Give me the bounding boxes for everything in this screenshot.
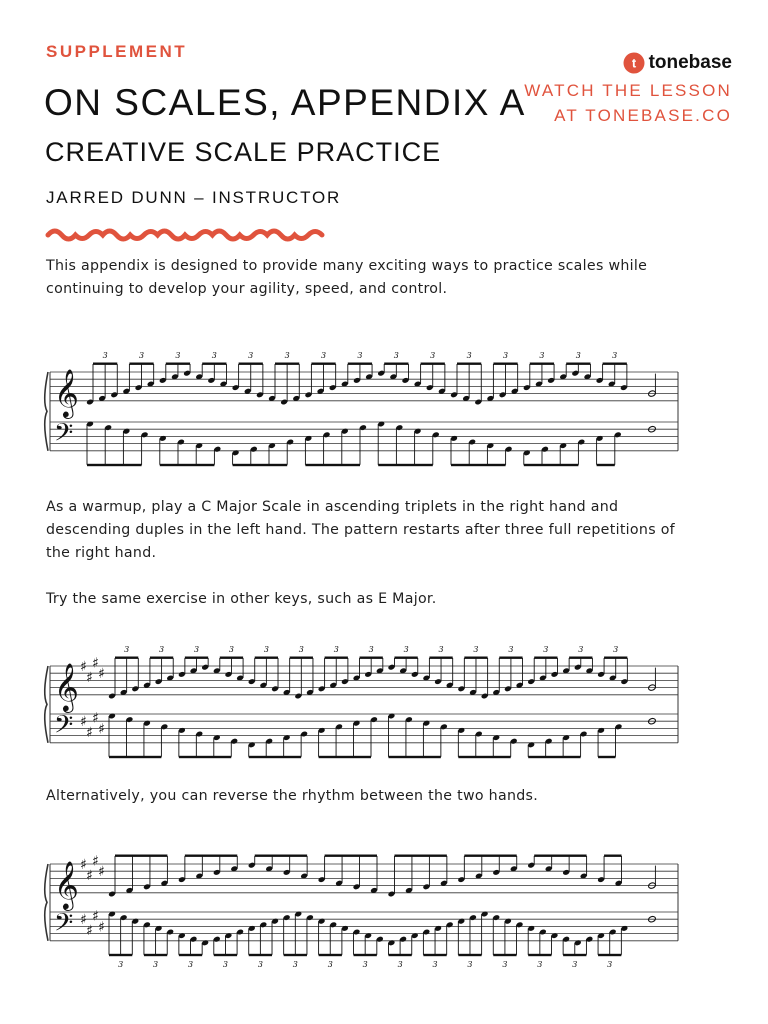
triplet-mark: 3 <box>248 351 254 360</box>
bass-beam <box>249 756 301 758</box>
brace <box>45 864 48 941</box>
treble-beam <box>115 855 167 857</box>
treble-beam <box>166 363 190 365</box>
treble-beam <box>360 657 383 659</box>
sharp-icon: ♯ <box>98 666 105 683</box>
tonebase-logo-icon <box>623 52 645 74</box>
treble-beam <box>394 855 446 857</box>
bass-beam <box>109 954 132 956</box>
sharp-icon: ♯ <box>80 912 87 929</box>
triplet-mark: 3 <box>118 959 124 969</box>
supplement-label: SUPPLEMENT <box>46 42 188 61</box>
triplet-mark: 3 <box>222 959 228 969</box>
triplet-mark: 3 <box>543 645 549 654</box>
triplet-mark: 3 <box>578 645 584 654</box>
triplet-mark: 3 <box>403 645 409 654</box>
triplet-mark: 3 <box>228 645 234 654</box>
triplet-mark: 3 <box>124 645 130 654</box>
triplet-mark: 3 <box>284 351 290 360</box>
bass-clef: 𝄢 <box>54 908 74 944</box>
bass-beam <box>179 756 231 758</box>
triplet-mark: 3 <box>539 351 545 360</box>
music-example-e-major-reversed <box>40 848 685 969</box>
page-subtitle: CREATIVE SCALE PRACTICE <box>45 137 442 167</box>
brace <box>45 666 48 743</box>
sharp-icon: ♯ <box>92 710 99 727</box>
bass-clef: 𝄢 <box>54 710 74 746</box>
treble-beam <box>604 855 621 857</box>
triplet-mark: 3 <box>466 351 472 360</box>
instructor-credit: JARRED DUNN – INSTRUCTOR <box>46 188 342 207</box>
treble-beam <box>220 657 243 659</box>
treble-beam <box>275 363 299 365</box>
triplet-mark: 3 <box>193 645 200 654</box>
sharp-icon: ♯ <box>98 919 105 936</box>
treble-beam <box>348 363 372 365</box>
treble-beam <box>429 657 452 659</box>
sharp-icon: ♯ <box>86 725 93 741</box>
triplet-mark: 3 <box>175 351 181 360</box>
sharp-icon: ♯ <box>86 669 93 686</box>
bass-beam <box>214 954 237 956</box>
triplet-mark: 3 <box>153 959 159 969</box>
triplet-mark: 3 <box>159 645 165 654</box>
intro-paragraph: This appendix is designed to provide many exciting ways to practice scales while continuing to develop your agility, speed, and control. <box>46 258 648 297</box>
svg-text:t: t <box>631 55 636 71</box>
treble-beam <box>255 855 307 857</box>
watch-line-1: WATCH THE LESSON <box>524 81 732 100</box>
bass-beam <box>563 954 586 956</box>
triplet-mark: 3 <box>320 351 327 360</box>
sharp-icon: ♯ <box>80 857 87 873</box>
triplet-mark: 3 <box>502 351 509 360</box>
triplet-mark: 3 <box>473 645 479 654</box>
bass-beam <box>144 954 167 956</box>
triplet-mark: 3 <box>575 351 581 360</box>
bass-beam <box>423 954 446 956</box>
triplet-mark: 3 <box>362 959 368 969</box>
treble-beam <box>290 657 313 659</box>
sharp-icon: ♯ <box>98 721 105 738</box>
triplet-mark: 3 <box>397 959 403 969</box>
triplet-mark: 3 <box>333 645 339 654</box>
bass-beam <box>284 954 307 956</box>
triplet-mark: 3 <box>438 645 444 654</box>
bass-beam <box>319 756 371 758</box>
bass-beam <box>160 464 215 466</box>
bass-beam <box>305 464 360 466</box>
treble-clef: 𝄞 <box>54 859 79 909</box>
bass-beam <box>109 756 161 758</box>
sharp-icon: ♯ <box>86 867 93 884</box>
bass-beam <box>354 954 377 956</box>
treble-beam <box>421 363 445 365</box>
triplet-mark: 3 <box>263 645 269 654</box>
bass-beam <box>598 756 615 758</box>
bass-beam <box>388 756 440 758</box>
bass-beam <box>378 464 433 466</box>
bass-beam <box>458 756 510 758</box>
bass-beam <box>524 464 579 466</box>
treble-beam <box>325 657 348 659</box>
bass-beam <box>528 756 580 758</box>
bass-beam <box>87 464 142 466</box>
treble-beam <box>115 657 138 659</box>
brand-name: tonebase <box>648 52 732 73</box>
music-example-c-major <box>40 352 685 458</box>
treble-beam <box>464 855 516 857</box>
treble-clef: 𝄞 <box>54 661 79 711</box>
treble-beam <box>499 657 522 659</box>
bass-clef: 𝄢 <box>54 418 74 454</box>
treble-beam <box>464 657 487 659</box>
treble-beam <box>569 657 592 659</box>
bass-beam <box>528 954 551 956</box>
triplet-mark: 3 <box>187 959 194 969</box>
bass-beam <box>598 954 621 956</box>
treble-clef: 𝄞 <box>54 367 79 417</box>
sharp-icon: ♯ <box>86 923 93 939</box>
bass-beam <box>388 954 411 956</box>
treble-beam <box>530 363 554 365</box>
treble-beam <box>311 363 335 365</box>
treble-beam <box>202 363 226 365</box>
treble-beam <box>603 363 627 365</box>
sharp-icon: ♯ <box>92 655 99 672</box>
triplet-mark: 3 <box>327 959 333 969</box>
triplet-mark: 3 <box>502 959 508 969</box>
triplet-mark: 3 <box>211 351 217 360</box>
triplet-mark: 3 <box>508 645 514 654</box>
music-example-e-major <box>40 645 685 750</box>
triplet-mark: 3 <box>430 351 436 360</box>
treble-beam <box>384 363 408 365</box>
treble-beam <box>255 657 278 659</box>
bass-beam <box>451 464 506 466</box>
treble-beam <box>457 363 481 365</box>
treble-beam <box>566 363 590 365</box>
treble-beam <box>604 657 627 659</box>
brace <box>45 372 48 451</box>
treble-beam <box>534 855 586 857</box>
triplet-mark: 3 <box>102 351 108 360</box>
triplet-mark: 3 <box>138 351 145 360</box>
triplet-mark: 3 <box>432 959 438 969</box>
treble-beam <box>129 363 153 365</box>
other-keys-paragraph: Try the same exercise in other keys, such as E Major. <box>46 591 437 607</box>
sharp-icon: ♯ <box>80 659 87 675</box>
triplet-mark: 3 <box>298 645 304 654</box>
bass-beam <box>233 464 288 466</box>
page-title: ON SCALES, APPENDIX A <box>44 82 526 123</box>
triplet-mark: 3 <box>368 645 374 654</box>
triplet-mark: 3 <box>572 959 578 969</box>
warmup-paragraph: As a warmup, play a C Major Scale in ascending triplets in the right hand and descending duples in the left hand. The pattern restarts after three full repetitions of the right hand. <box>46 499 675 561</box>
triplet-mark: 3 <box>607 959 613 969</box>
bass-beam <box>458 954 481 956</box>
treble-beam <box>493 363 517 365</box>
triplet-mark: 3 <box>467 959 473 969</box>
triplet-mark: 3 <box>537 959 543 969</box>
treble-beam <box>325 855 377 857</box>
reverse-paragraph: Alternatively, you can reverse the rhythm between the two hands. <box>46 788 539 804</box>
treble-beam <box>150 657 173 659</box>
triplet-mark: 3 <box>357 351 363 360</box>
bass-beam <box>179 954 202 956</box>
watch-line-2: AT TONEBASE.CO <box>554 106 732 125</box>
triplet-mark: 3 <box>292 959 298 969</box>
sharp-icon: ♯ <box>92 908 99 925</box>
triplet-mark: 3 <box>257 959 263 969</box>
treble-beam <box>185 855 237 857</box>
bass-beam <box>597 464 615 466</box>
triplet-mark: 3 <box>613 645 619 654</box>
treble-beam <box>534 657 557 659</box>
bass-beam <box>249 954 272 956</box>
bass-beam <box>493 954 516 956</box>
treble-beam <box>394 657 417 659</box>
sharp-icon: ♯ <box>92 853 99 870</box>
watch-lesson-link[interactable] <box>524 78 732 128</box>
sharp-icon: ♯ <box>98 864 105 881</box>
bass-beam <box>319 954 342 956</box>
treble-beam <box>239 363 263 365</box>
treble-beam <box>185 657 208 659</box>
treble-beam <box>93 363 117 365</box>
wavy-divider <box>44 222 326 248</box>
triplet-mark: 3 <box>612 351 618 360</box>
triplet-mark: 3 <box>393 351 399 360</box>
sharp-icon: ♯ <box>80 714 87 731</box>
brand[interactable] <box>623 52 732 74</box>
